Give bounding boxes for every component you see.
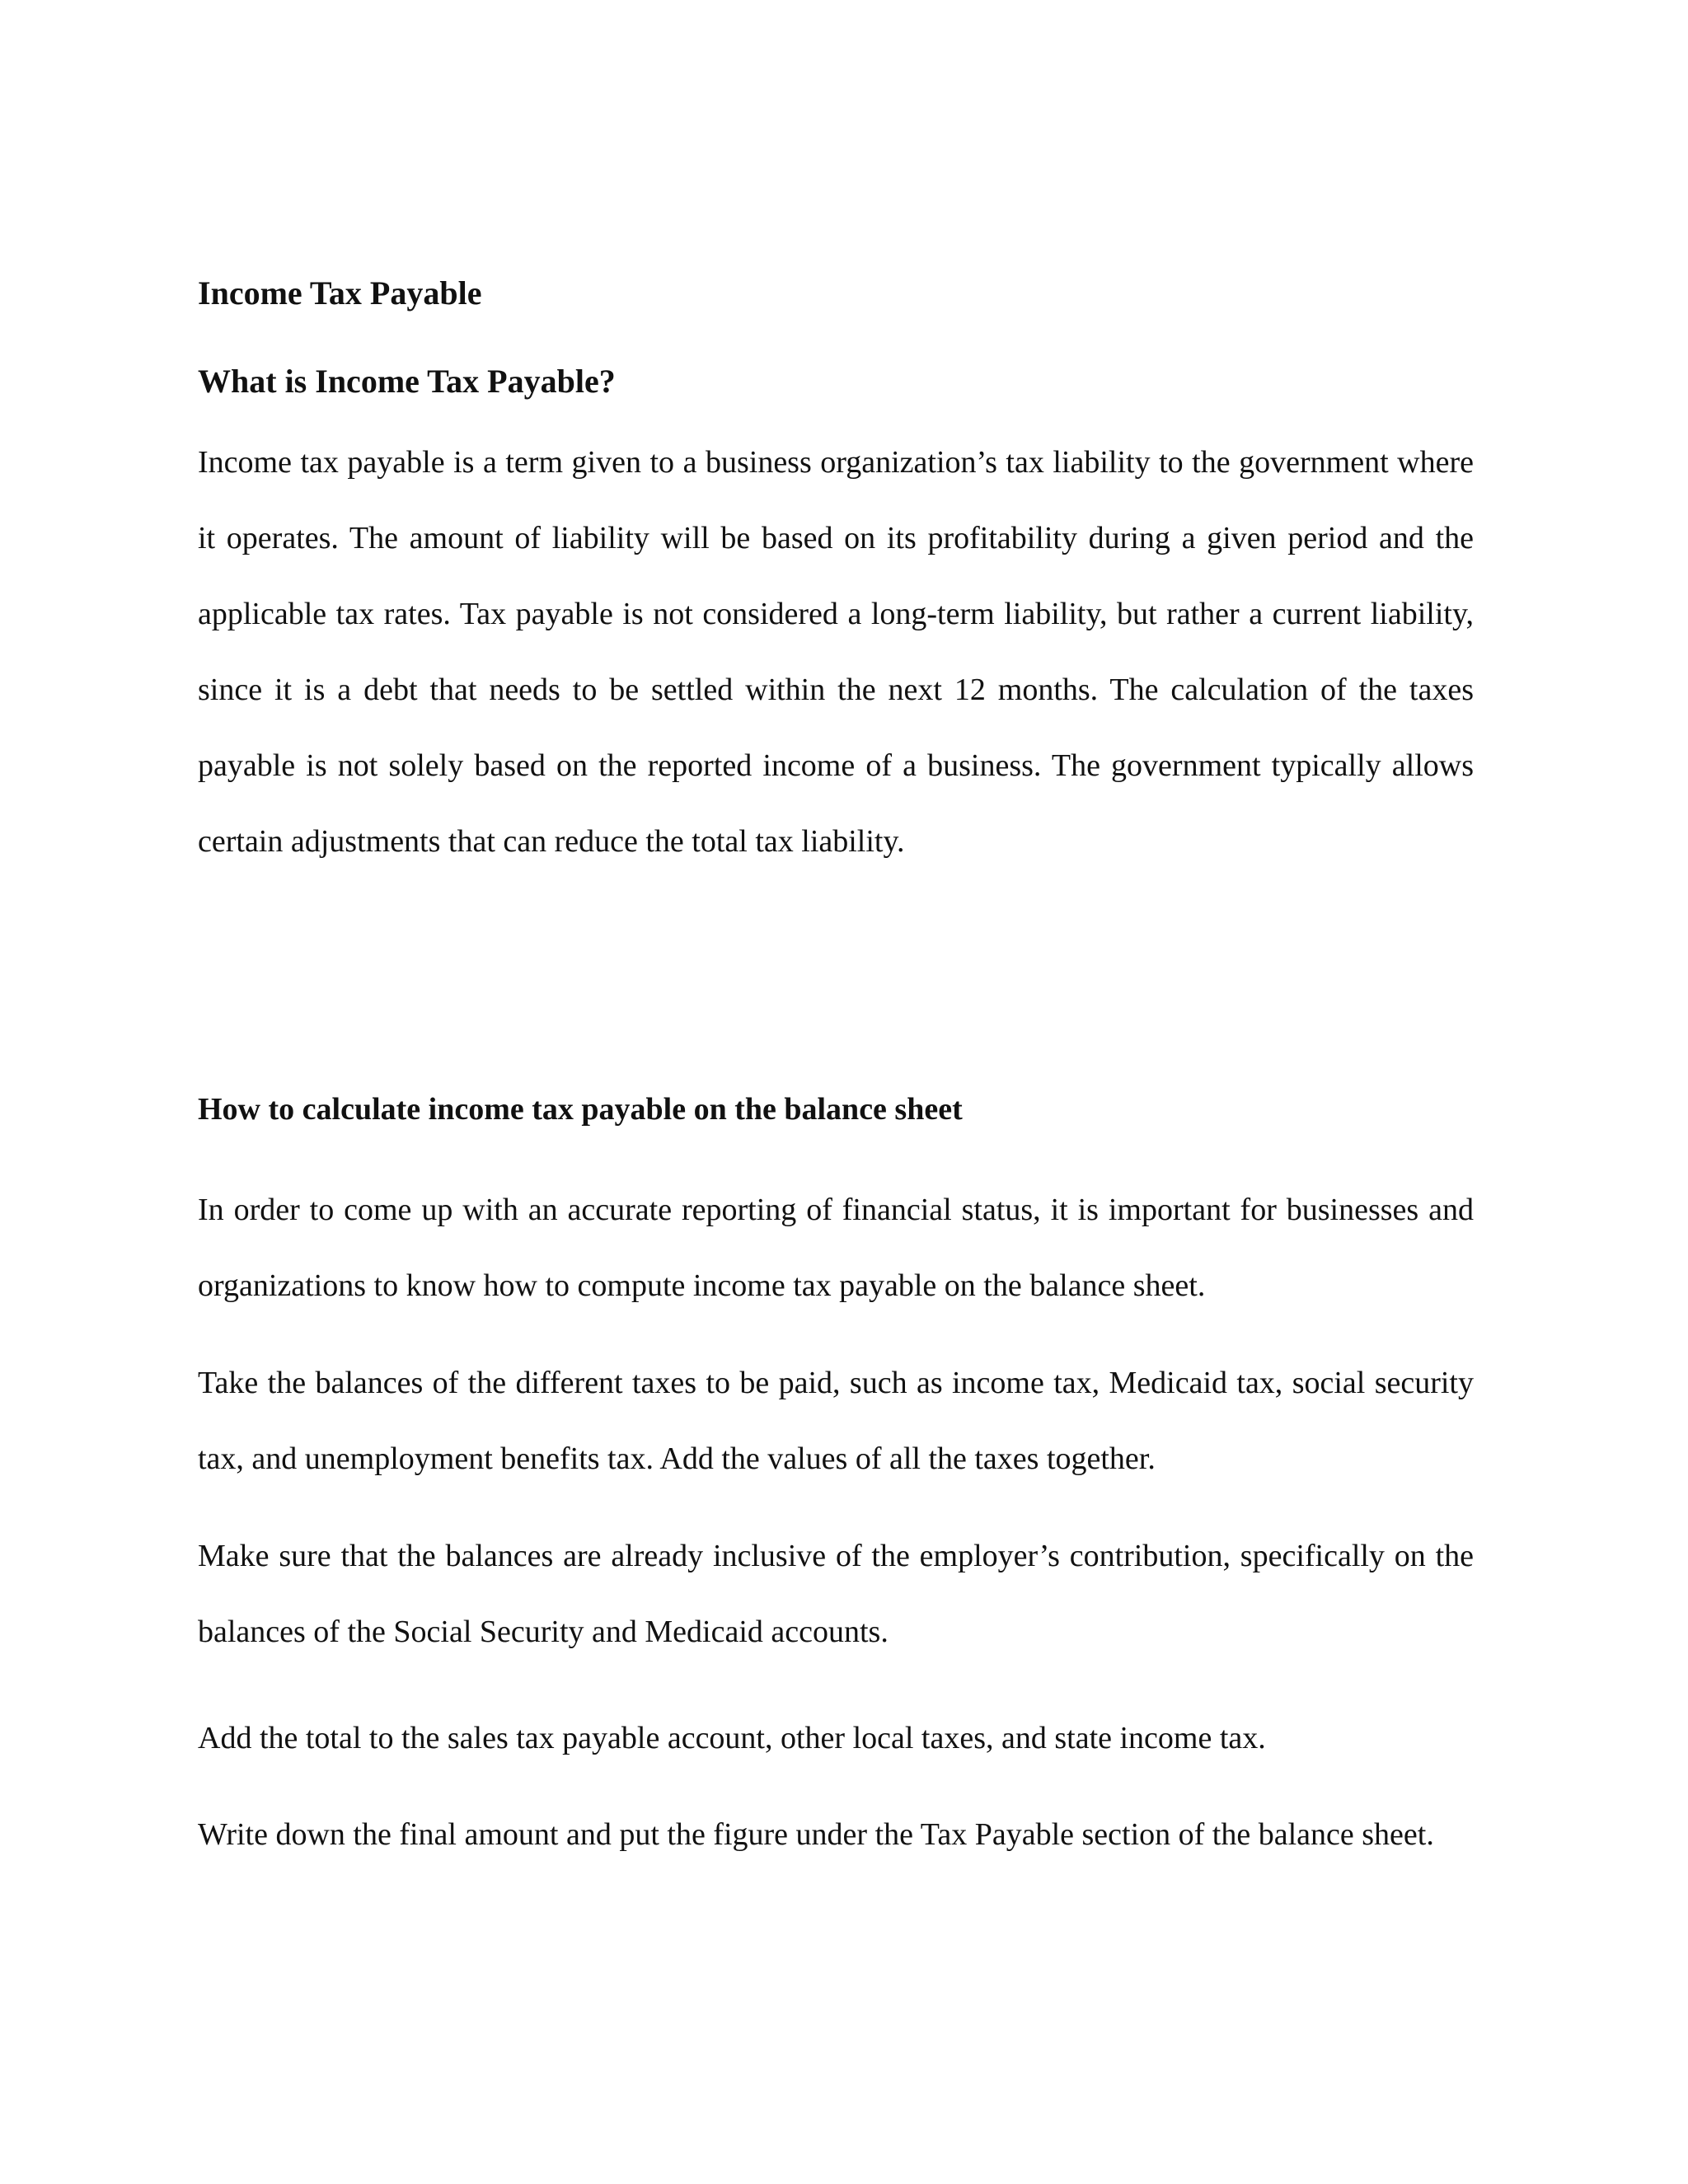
step-paragraph-take-balances: Take the balances of the different taxes to be paid, such as income tax, Medicaid tax, social security tax, and unemployment benefits tax. Add the values of all the taxes together.: [198, 1366, 1474, 1476]
intro-paragraph: In order to come up with an accurate reporting of financial status, it is important for businesses and organizations to know how to compute income tax payable on the balance sheet.: [198, 1193, 1474, 1303]
step-paragraph-employer-contribution: Make sure that the balances are already inclusive of the employer’s contribution, specifically on the balances of the Social Security and Medicaid accounts.: [198, 1539, 1474, 1649]
document-title: Income Tax Payable: [198, 274, 482, 312]
step-paragraph-add-total: Add the total to the sales tax payable account, other local taxes, and state income tax.: [198, 1721, 1266, 1755]
section-heading-what-is: What is Income Tax Payable?: [198, 363, 616, 400]
step-paragraph-write-down: Write down the final amount and put the figure under the Tax Payable section of the balance sheet.: [198, 1817, 1434, 1852]
definition-paragraph: Income tax payable is a term given to a business organization’s tax liability to the government where it operates. The amount of liability will be based on its profitability during a given period and the applicable tax rates. Tax payable is not considered a long-term liability, but rather a current liability, since it is a debt that needs to be settled within the next 12 months. The calculation of the taxes payable is not solely based on the reported income of a business. The government typically allows certain adjustments that can reduce the total tax liability.: [198, 445, 1474, 859]
section-heading-how-to-calculate: How to calculate income tax payable on the balance sheet: [198, 1092, 963, 1127]
